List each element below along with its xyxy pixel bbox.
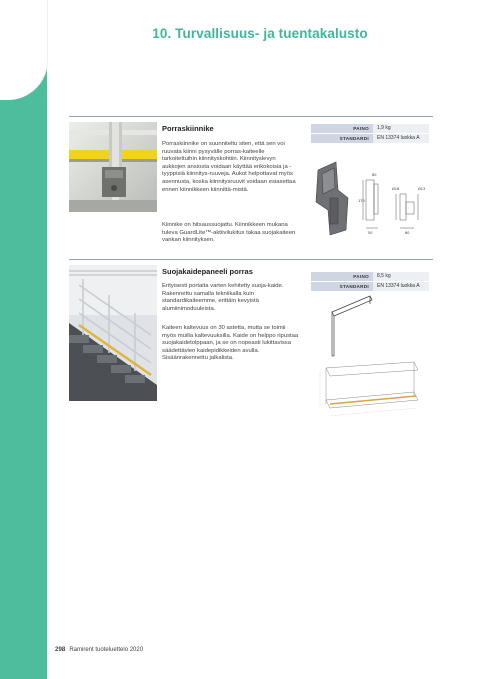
technical-drawing-guardrail xyxy=(318,292,428,424)
section-paragraph: Kiinnike on hitsaussuojattu. Kiinnikkeen mukana tuleva GuardLite™-aktiivilukitus takaa suojakaiteen vankan kiinnityksen. xyxy=(162,222,296,244)
spec-table xyxy=(311,272,429,292)
product-photo-stair-guardrail xyxy=(69,265,157,401)
side-accent-bar xyxy=(0,0,47,679)
page-number: 298 xyxy=(55,646,66,653)
spec-value: EN 13374 luokka A xyxy=(373,282,429,291)
spec-label: PAINO xyxy=(311,124,373,133)
spec-label: STANDARDI xyxy=(311,282,373,291)
side-bar-corner xyxy=(0,0,48,100)
page-footer xyxy=(55,646,143,653)
svg-text:170: 170 xyxy=(358,199,365,203)
section-title: Suojakaidepaneeli porras xyxy=(162,267,253,276)
section-paragraph: Porraskiinnike on suunniteltu siten, että sen voi ruuvata kiinni pysyvälle porras-kaiteelle tarkoitettuihin kiinnityskohtiin. Kiinnityslevyn aukkojen ansiosta voidaan käyttää erikokoisia ja -tyyppisiä kiinnitys-ruuveja. Aukot helpottavat myös asennusta, koska kiinnitysruuvit voidaan esiasettaa ennen kiinnikkeen kiinnittä-mistä. xyxy=(162,141,296,193)
spec-row xyxy=(311,134,429,143)
product-photo-stair-bracket xyxy=(69,122,157,212)
spec-table xyxy=(311,124,429,144)
svg-text:60: 60 xyxy=(405,231,410,235)
spec-row xyxy=(311,282,429,291)
technical-drawing-bracket xyxy=(308,150,433,245)
svg-text:Ø13: Ø13 xyxy=(418,187,426,191)
section-divider xyxy=(69,116,433,117)
section-divider xyxy=(69,259,433,260)
svg-text:80: 80 xyxy=(372,173,377,177)
spec-row xyxy=(311,124,429,133)
spec-label: PAINO xyxy=(311,272,373,281)
spec-value: 1,9 kg xyxy=(373,124,429,133)
spec-value: EN 13374 luokka A xyxy=(373,134,429,143)
spec-label: STANDARDI xyxy=(311,134,373,143)
spec-value: 8,5 kg xyxy=(373,272,429,281)
section-paragraph: Kaiteen kaltevuus on 30 astetta, mutta se toimii myös muilla kaltevuuksilla. Kaide on helppo ripustaa suojakaidetolppaan, ja se on nopeasti lukittavissa säädettävien kaidepidikkeiden avulla. Sisäänrakennettu jalkalista. xyxy=(162,325,299,362)
section-paragraph: Erityisesti portaita varten kehitetty suoja-kaide. Rakennettu samalla tekniikalla kuin standardikaiteemme, erittäin kevyistä alumiinimoduuleista. xyxy=(162,283,284,312)
spec-row xyxy=(311,272,429,281)
svg-text:Ø18: Ø18 xyxy=(392,187,400,191)
section-title: Porraskiinnike xyxy=(162,124,214,133)
page-title: 10. Turvallisuus- ja tuentakalusto xyxy=(152,26,368,41)
footer-text: Ramirent tuoteluettelo 2020 xyxy=(69,647,144,653)
svg-text:50: 50 xyxy=(368,231,373,235)
